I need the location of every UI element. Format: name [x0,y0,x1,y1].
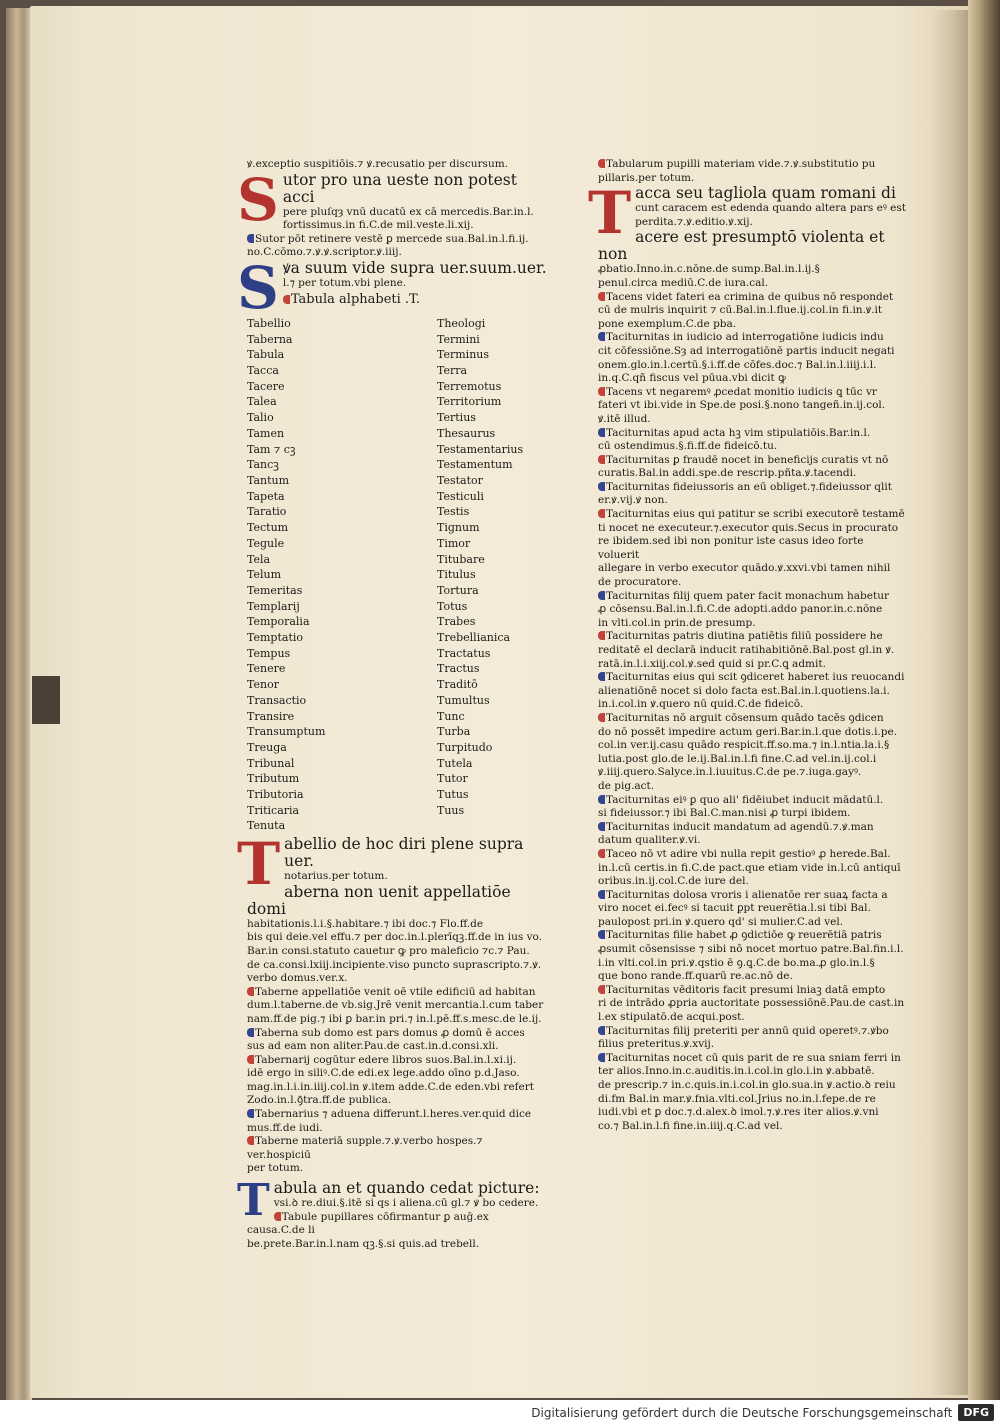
text-line: que bono rande.ff.quarū re.ac.nō de. [598,970,793,983]
pilcrow-icon [598,672,605,681]
pilcrow-icon [598,713,605,722]
pilcrow-icon [598,509,605,518]
text-line: nam.ff.de pig.⁊ ibi ꝑ bar.in pri.⁊ in.l.pē.ff.s.mesc.de le.ij. [247,1012,542,1025]
text-line: viro nocet ei.fecꝰ si tacuit ꝑpt reuerētia.l.si tibi Bal. [598,902,871,915]
pilcrow-icon [598,332,605,341]
index-word: Tam ⁊ cꝫ [247,442,296,456]
index-word: Tectum [247,521,289,535]
index-word: Terra [437,364,468,378]
index-word: Transumptum [247,725,326,739]
index-word: Timor [437,536,471,550]
text-line: cunt caracem est edenda quando altera pars eꝰ est [635,202,906,215]
text-line: ꝓsumit cōsensisse ⁊ sibi nō nocet mortuo patre.Bal.fin.i.l. [598,943,904,956]
bookmark-tab [32,676,60,724]
left-text-column [237,158,547,1251]
text-line: datum qualiter.ꝟ.vi. [598,834,701,847]
index-word: Tractatus [437,646,491,660]
entry-heading: abellio de hoc diri plene supra uer. [284,835,524,871]
footer-bar [0,1400,1000,1425]
text-line: paulopost pri.in ꝟ.quero qd' si mulier.C.ad vel. [598,915,844,928]
right-page-edges [968,0,1000,1400]
paragraph-note: Taciturnitas eius qui scit ꝯdiceret haberet ius reuocandi [598,671,908,685]
index-word: Terminus [437,348,490,362]
index-word: Tuus [437,803,465,817]
text-line: ꝓ cōsensu.Bal.in.l.fi.C.de adopti.addo panor.in.c.nōne [598,603,883,616]
text-line: alienatiōnē nocet si dolo facta est.Bal.in.l.quotiens.la.i. [598,684,890,697]
text-line: curatis.Bal.in addi.spe.de rescrip.pñta.ꝟ.tacendi. [598,467,857,480]
index-word: Tignum [437,521,480,535]
dfg-logo: DFG [958,1404,994,1421]
text-line: sus ad eam non aliter.Pau.de cast.in.d.consi.xli. [247,1040,499,1053]
index-word: Tunc [437,709,465,723]
index-word: Tempus [247,646,291,660]
index-word: Trabes [437,615,476,629]
text-line: in vlti.col.in prin.de presump. [598,616,756,629]
index-word: Testator [437,474,483,487]
taberna-notes [247,986,547,1176]
index-word: Tela [247,552,271,566]
paragraph-note: Tacens videt fateri ea crimina de quibus nō respondet [598,291,908,305]
paragraph-note: Taciturnitas dolosa vroris i alienatōe rer suaꝝ facta a [598,889,908,903]
index-word: Tutela [437,756,473,770]
index-word: Termini [437,332,480,346]
pilcrow-icon [598,482,605,491]
paragraph-note: Taciturnitas apud acta hꝫ vim stipulatiōis.Bar.in.l. [598,427,908,441]
left-page-edges [6,8,32,1400]
text-line: in.l.cū certis.in fi.C.de pact.que etiam vide in.l.cū antiquī [598,861,901,874]
right-text-column [588,158,908,1133]
text-line: pone exemplum.C.de pba. [598,317,737,330]
index-word: Tacca [247,364,279,378]
pilcrow-icon [598,849,605,858]
pilcrow-icon [247,234,254,243]
text-line: in.i.col.in ꝟ.quero nū quid.C.de fideicō. [598,698,804,711]
text-line: l.ex stipulatō.de acqui.post. [598,1011,745,1024]
index-word: Taratio [247,505,287,519]
text-line: cū ostendimus.§.fi.ff.de fideicō.tu. [598,440,778,453]
pilcrow-icon [274,1212,281,1221]
text-line: do nō possēt impedire actum geri.Bar.in.l.que dotis.i.pe. [598,725,898,738]
index-word: Tenere [247,662,286,676]
paragraph-note: Taberna sub domo est pars domus ꝓ domū ē acces [247,1027,547,1041]
text-line: col.in ver.ij.casu quādo respicit.ff.so.ma.⁊ in.l.ntia.la.i.§ [598,739,890,752]
index-word: Thesaurus [437,426,496,440]
text-line: iudi.vbi et ꝑ doc.⁊.d.alex.ꝺ imol.⁊.ꝟ.res iter alios.ꝟ.vni [598,1106,879,1119]
pilcrow-icon [598,1026,605,1035]
text-line: ri de intrādo ꝓpria auctoritate possessiōnē.Pau.de cast.in [598,997,905,1010]
taciturnitas-notes [598,291,908,1134]
index-word: Tacere [247,379,285,393]
entry-heading: ꝟa suum vide supra uer.suum.uer. [282,258,547,277]
entry-suum [237,253,547,322]
index-word: Testiculi [437,489,484,503]
index-word: Turba [437,725,471,739]
text-line: penul.circa mediū.C.de iura.cal. [598,276,769,289]
index-word: Titulus [437,568,476,582]
text-line: be.prete.Bar.in.l.nam qꝫ.§.si quis.ad trebell. [247,1237,480,1250]
index-word: Templarij [247,599,300,613]
text-line: re ibidem.sed ibi non ponitur iste casus ideo forte voluerit [598,535,864,561]
pilcrow-icon [598,591,605,600]
pilcrow-icon [247,987,254,996]
index-word: Tancꝫ [247,458,279,472]
pilcrow-icon [598,387,605,396]
index-word: Terremotus [437,379,502,393]
pilcrow-icon [247,1109,254,1118]
index-word: Telum [247,568,282,582]
index-word: Territorium [437,395,502,409]
paragraph-note: Taceo nō vt adire vbi nulla repit gestioꝰ ꝓ herede.Bal. [598,848,908,862]
pilcrow-icon [598,292,605,301]
index-word: Testamentum [437,458,513,472]
text-line: ꝟ.iiij.quero.Salyce.in.l.iuuitus.C.de pe.⁊.iuga.gayꝰ. [598,766,862,779]
text-line: allegare in verbo executor quādo.ꝟ.xxvi.vbi tamen nihil [598,562,891,575]
index-word: Totus [437,599,468,613]
paragraph-note: Tacens vt negaremꝰ ꝓcedat monitio iudicis ꝗ tūc vr [598,386,908,400]
pilcrow-icon [598,795,605,804]
paragraph-note: Taciturnitas ꝑ fraudē nocet in beneficijs curatis vt nō [598,454,908,468]
funding-credit: Digitalisierung gefördert durch die Deutsche Forschungsgemeinschaft [531,1405,953,1420]
index-word: Tapeta [247,489,285,503]
text-line: dum.l.taberne.de vb.sig.Jrē venit mercantia.l.cum taber [247,999,544,1012]
text-line: notarius.per totum. [284,870,388,883]
rubricated-initial: S [237,165,279,234]
paragraph-note: Taberne appellatiōe venit oē vtile edificiū ad habitan [247,986,547,1000]
index-word: Tegule [247,536,285,550]
paragraph-note: Taciturnitas eiꝰ ꝑ quo ali' fidēiubet inducit mādatū.l. [598,794,908,808]
paragraph-note: Taciturnitas nocet cū quis parit de re sua sniam ferri in [598,1052,908,1066]
paragraph-note: Taciturnitas patris diutina patiētis filiū possidere he [598,630,908,644]
text-line: verbo domus.ver.x. [247,972,348,985]
text-line: Bar.in consi.statuto cauetur ꝙ pro maleficio ⁊c.⁊ Pau. [247,944,530,957]
text-line: ꝟ.itē illud. [598,412,651,425]
text-line: si fideiussor.⁊ ibi Bal.C.man.nisi ꝓ turpi ibidem. [598,807,851,820]
index-word [437,818,547,834]
text-line: co.⁊ Bal.in.l.fi fine.in.iiij.q.C.ad vel. [598,1119,783,1132]
index-word: Tutus [437,788,469,802]
paragraph-note: Tabularum pupilli materiam vide.⁊.ꝟ.substitutio pu [598,158,908,172]
paragraph-note: Taciturnitas filij quem pater facit monachum habetur [598,590,908,604]
paragraph-note: Sutor pōt retinere vestē ꝑ mercede sua.Bal.in.l.fi.ij. [247,233,547,247]
text-line: i.in vlti.col.in pri.ꝟ.qstio ē ꝯ.ꝗ.C.de bo.ma.ꝓ glo.in.l.§ [598,956,875,969]
index-word: Tutor [437,772,468,786]
page-gutter-shadow [930,10,970,1395]
index-word: Testamentarius [437,442,524,456]
index-word: Talio [247,411,274,425]
rubricated-initial: T [588,179,632,248]
paragraph-note: Taciturnitas inducit mandatum ad agendū.⁊.ꝟ.man [598,821,908,835]
index-word: Tantum [247,474,290,487]
text-line: pere pluſqȝ vnū ducatū ex cā mercedis.Bar.in.l. [282,205,534,218]
index-word: Tumultus [437,693,490,707]
index-word: Triticaria [247,803,300,817]
index-word: Temporalia [247,615,310,629]
pilcrow-icon [598,159,605,168]
paragraph-note: Taciturnitas nō arguit cōsensum quādo tacēs ꝯdicen [598,712,908,726]
paragraph-note: Taciturnitas vēditoris facit presumi lniaꝫ datā empto [598,984,908,998]
text-line: ratā.in.l.i.xiij.col.ꝟ.sed quid si pr.C.ꝗ admit. [598,657,826,670]
rubricated-initial: T [237,830,281,899]
paragraph-note: Tabernarij cogūtur edere libros suos.Bal.in.l.xi.ij. [247,1054,547,1068]
index-word: Talea [247,395,277,409]
text-line: onem.glo.in.l.certū.§.i.ff.de cōfes.doc.⁊ Bal.in.l.iiij.i.l. [598,358,877,371]
text-line: idē ergo in siliꝰ.C.de edi.ex lege.addo oīno p.d.Jaso. [247,1067,520,1080]
index-word: Trebellianica [437,631,511,645]
text-line: ꝟ.exceptio suspitiōis.⁊ ꝟ.recusatio per discursum. [247,158,509,170]
text-line: de pig.act. [598,779,655,792]
text-line: l.⁊ per totum.vbi plene. [282,276,407,289]
pilcrow-icon [598,428,605,437]
index-word: Tribunal [247,756,295,770]
text-line: fortissimus.in fi.C.de mil.veste.li.xij. [282,219,474,232]
index-word: Tractus [437,662,480,676]
index-word: Temptatio [247,631,304,645]
alphabet-index-list [247,316,547,834]
index-word: Transactio [247,693,307,707]
text-line: cū de mulris inquirit ⁊ cū.Bal.in.l.flue.ij.col.in fi.in.ꝟ.it [598,304,883,317]
pilcrow-icon [247,1055,254,1064]
text-line: er.ꝟ.vij.ꝟ non. [598,494,668,507]
text-line: de procuratore. [598,576,682,589]
entry-heading: acca seu tagliola quam romani di [635,184,896,203]
rubricated-initial: T [237,1175,270,1227]
text-line: de prescrip.⁊ in.c.quis.in.i.col.in glo.sua.in ꝟ.actio.ꝺ reiu [598,1079,896,1091]
text-line: oribus.in.ij.col.C.de iure del. [598,875,749,888]
text-line: fateri vt ibi.vide in Spe.de posi.§.nono tangeñ.in.ij.col. [598,399,886,412]
index-word: Temeritas [247,583,303,597]
index-word: Tertius [437,411,476,425]
pilcrow-icon [283,295,290,304]
text-line: bis qui deie.vel effu.⁊ per doc.in.l.plerīqꝫ.ff.de in ius vo. [247,931,542,944]
paragraph-note: Taciturnitas fideiussoris an eū obliget.⁊.fideiussor qlit [598,481,908,495]
tabula-heading: Tabula alphabeti .T. [247,291,547,308]
text-line: vsi.ꝺ re.diui.§.itē si qs i aliena.cū gl.⁊ ꝟ bo cedere. [273,1197,539,1210]
index-word: Tabula [247,348,285,362]
text-line: habitationis.l.i.§.habitare.⁊ ibi doc.⁊ Flo.ff.de [247,917,484,930]
index-word: Tributoria [247,788,304,802]
entry-heading: aberna non uenit appellatiōe domi [247,882,511,918]
index-word: Transire [247,709,295,723]
paragraph-note: Taciturnitas in iudicio ad interrogatiōne iudicis indu [598,331,908,345]
entry-tabellio [237,830,547,986]
index-word: Tortura [437,583,479,597]
text-line: cit cōfessiōne.Sȝ ad interrogatiōnē partis inducit negati [598,344,895,357]
pilcrow-icon [598,985,605,994]
text-line: Zodo.in.l.ꝯ̄tra.ff.de publica. [247,1094,392,1107]
index-word: Titubare [437,552,485,566]
paragraph-note: Tabernarius ⁊ aduena differunt.l.heres.ver.quid dice [247,1108,547,1122]
entry-heading: acere est presumptō violenta et non [598,228,885,264]
paragraph-note: Tabule pupillares cōfirmantur ꝑ auḡ.ex causa.C.de li [247,1210,489,1237]
paragraph-note: Taberne materiā supple.⁊.ꝟ.verbo hospes.⁊ ver.hospiciū [247,1135,483,1161]
text-line: ti nocet ne executeur.⁊.executor quis.Secus in procurato [598,521,899,534]
index-word: Tenuta [247,819,286,833]
pilcrow-icon [598,455,605,464]
entry-tabula [237,1175,547,1251]
text-line: di.fm Bal.in mar.ꝟ.fnia.vlti.col.Jrius no.in.l.fepe.de re [598,1092,876,1105]
pilcrow-icon [598,822,605,831]
text-line: de ca.consi.lxiij.incipiente.viso puncto suprascripto.⁊.ꝟ. [247,958,542,971]
entry-sutor [237,165,547,260]
pilcrow-icon [598,890,605,899]
paragraph-note: Taciturnitas filij preteriti per annū quid operetꝰ.⁊.ꝟbo [598,1025,908,1039]
index-word: Tributum [247,772,300,786]
pilcrow-icon [598,1053,605,1062]
index-word: Traditō [437,678,478,692]
text-line: pillaris.per totum. [598,171,695,184]
text-line: mus.ff.de iudi. [247,1121,323,1134]
entry-tacca [588,179,908,290]
index-word: Testis [437,505,470,519]
pilcrow-icon [247,1028,254,1037]
text-line: filius preteritus.ꝟ.xvij. [598,1038,715,1051]
index-word: Taberna [247,332,293,346]
index-word: Treuga [247,740,287,754]
entry-heading: abula an et quando cedat picture: [273,1179,540,1198]
text-line: no.C.cōmo.⁊.ꝟ.ꝟ.scriptor.ꝟ.iiij. [247,246,402,259]
index-word: Turpitudo [437,740,493,754]
pilcrow-icon [598,631,605,640]
index-word: Theologi [437,316,486,330]
text-line: per totum. [247,1162,304,1175]
rubricated-initial: S [237,253,279,322]
text-line: ter alios.Inno.in.c.auditis.in.i.col.in glo.i.in ꝟ.abbatē. [598,1065,875,1078]
index-word: Tabellio [247,316,291,330]
text-line: ꝓbatio.Inno.in.c.nōne.de sump.Bal.in.l.ij.§ [598,263,820,276]
text-line: perdita.⁊.ꝟ.editio.ꝟ.xij. [635,215,753,228]
index-word: Tamen [247,426,285,440]
pilcrow-icon [598,930,605,939]
paragraph-note: Taciturnitas eius qui patitur se scribi executorē testamē [598,508,908,522]
index-word: Tenor [247,678,279,692]
pilcrow-icon [247,1136,254,1145]
text-line: reditatē el declarā inducit ratihabitiōnē.Bal.post gl.in ꝟ. [598,644,895,656]
entry-heading: utor pro una ueste non potest acci [282,170,517,206]
text-line: in.q.C.qñ fiscus vel pūua.vbi dicit ꝙ [598,372,786,385]
text-line: mag.in.l.i.in.iiij.col.in ꝟ.item adde.C.de eden.vbi refert [247,1080,535,1093]
text-line: lutia.post glo.de le.ij.Bal.in.l.fi fine.C.ad vel.in.ij.col.i [598,752,877,765]
paragraph-note: Taciturnitas filie habet ꝓ ꝯdictiōe ꝙ reuerētiā patris [598,929,908,943]
